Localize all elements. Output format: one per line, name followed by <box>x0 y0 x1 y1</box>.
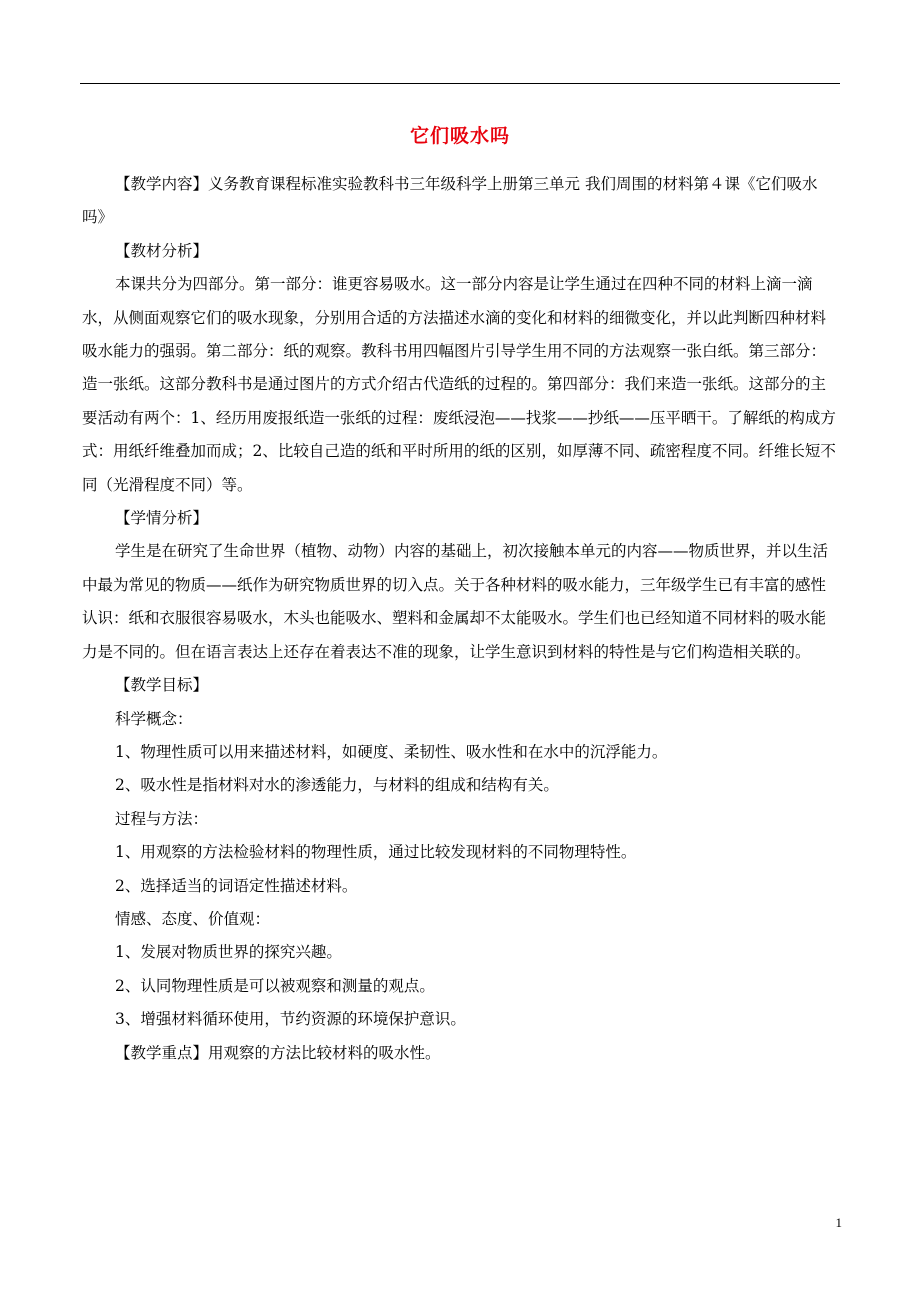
page-number: 1 <box>835 1215 842 1230</box>
process-item-1: 1、用观察的方法检验材料的物理性质，通过比较发现材料的不同物理特性。 <box>115 843 637 862</box>
material-analysis-text: 本课共分为四部分。第一部分：谁更容易吸水。这一部分内容是让学生通过在四种不同的材料上滴一滴水，从侧面观察它们的吸水现象，分别用合适的方法描述水滴的变化和材料的细微变化，并以此判断四种材料吸水能力的强弱。第二部分：纸的观察。教科书用四幅图片引导学生用不同的方法观察一张白纸。第三部分：造一张纸。这部分教科书是通过图片的方式介绍古代造纸的过程的。第四部分：我们来造一张纸。这部分的主要活动有两个：1、经历用废报纸造一张纸的过程：废纸浸泡——找浆——抄纸——压平晒干。了解纸的构成方式：用纸纤维叠加而成；2、比较自己造的纸和平时所用的纸的区别，如厚薄不同、疏密程度不同。纤维长短不同（光滑程度不同）等。 <box>82 275 836 494</box>
attitude-item-2: 2、认同物理性质是可以被观察和测量的观点。 <box>115 976 435 995</box>
concepts-label: 科学概念： <box>115 709 193 728</box>
attitude-item-3: 3、增强材料循环使用，节约资源的环境保护意识。 <box>115 1010 466 1029</box>
objectives-heading: 【教学目标】 <box>115 676 209 695</box>
header-rule <box>80 83 840 84</box>
process-label: 过程与方法： <box>115 809 209 828</box>
key-point-heading: 【教学重点】 <box>115 1043 209 1062</box>
attitude-item-1: 1、发展对物质世界的探究兴趣。 <box>115 943 342 962</box>
attitude-label: 情感、态度、价值观： <box>115 909 271 928</box>
concept-item-1: 1、物理性质可以用来描述材料，如硬度、柔韧性、吸水性和在水中的沉浮能力。 <box>115 742 668 761</box>
teaching-content-paragraph <box>82 168 840 235</box>
teaching-content-text: 义务教育课程标准实验教科书三年级科学上册第三单元 我们周围的材料第４课《它们吸水吗》 <box>82 175 818 227</box>
process-item-2: 2、选择适当的词语定性描述材料。 <box>115 876 358 895</box>
student-analysis-text: 学生是在研究了生命世界（植物、动物）内容的基础上，初次接触本单元的内容——物质世界，并以生活中最为常见的物质——纸作为研究物质世界的切入点。关于各种材料的吸水能力，三年级学生已有丰富的感性认识：纸和衣服很容易吸水，木头也能吸水、塑料和金属却不太能吸水。学生们也已经知道不同材料的吸水能力是不同的。但在语言表达上还存在着表达不准的现象，让学生意识到材料的特性是与它们构造相关联的。 <box>82 542 829 661</box>
key-point-text: 用观察的方法比较材料的吸水性。 <box>208 1043 441 1062</box>
concept-item-2: 2、吸水性是指材料对水的渗透能力，与材料的组成和结构有关。 <box>115 776 559 795</box>
document-title: 它们吸水吗 <box>409 125 510 147</box>
key-point-paragraph <box>82 1037 840 1070</box>
student-analysis-heading: 【学情分析】 <box>115 509 209 528</box>
document-body <box>82 168 840 1070</box>
teaching-content-heading: 【教学内容】 <box>115 175 209 193</box>
material-analysis-heading: 【教材分析】 <box>115 241 209 260</box>
